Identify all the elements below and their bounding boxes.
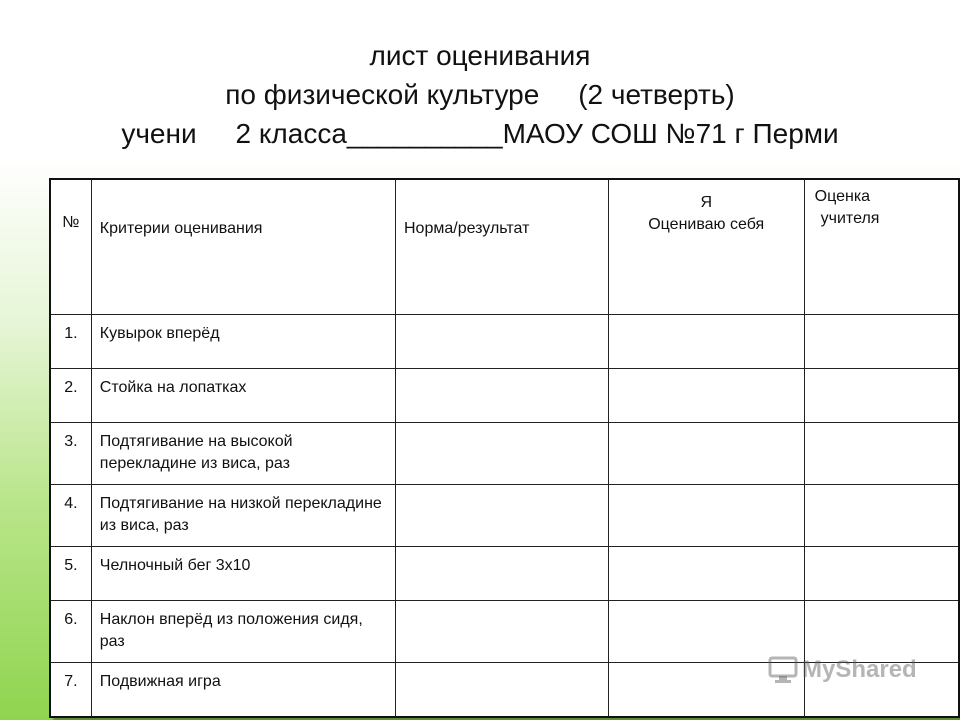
- table-row: [50, 369, 959, 423]
- self-cell[interactable]: [608, 547, 804, 601]
- row-num: 3.: [50, 423, 91, 485]
- header-teacher-grade: [804, 179, 959, 315]
- header-norm: Норма/результат: [396, 179, 609, 315]
- row-criteria: Кувырок вперёд: [91, 315, 395, 369]
- self-cell[interactable]: [608, 369, 804, 423]
- header-teacher-line-1: Оценка: [814, 188, 871, 205]
- teacher-cell[interactable]: [804, 369, 959, 423]
- title-line-1: лист оценивания: [369, 40, 591, 71]
- table-row: [50, 315, 959, 369]
- teacher-cell[interactable]: [804, 547, 959, 601]
- row-criteria: Подтягивание на высокой перекладине из виса, раз: [91, 423, 395, 485]
- row-num: 2.: [50, 369, 91, 423]
- header-criteria: Критерии оценивания: [91, 179, 395, 315]
- row-criteria: Наклон вперёд из положения сидя, раз: [91, 601, 395, 663]
- norm-cell[interactable]: [396, 369, 609, 423]
- monitor-icon: [768, 656, 798, 684]
- teacher-cell[interactable]: [804, 423, 959, 485]
- row-num: 5.: [50, 547, 91, 601]
- table-row: [50, 601, 959, 663]
- assessment-table: [49, 178, 960, 718]
- row-criteria: Стойка на лопатках: [91, 369, 395, 423]
- table-row: [50, 485, 959, 547]
- norm-cell[interactable]: [396, 601, 609, 663]
- row-num: 7.: [50, 663, 91, 717]
- self-cell[interactable]: [608, 423, 804, 485]
- header-self-line-1: Я: [700, 194, 712, 211]
- title-line-2: по физической культуре (2 четверть): [225, 79, 735, 110]
- watermark: [768, 656, 917, 684]
- sheet-title: [0, 36, 960, 153]
- row-criteria: Подвижная игра: [91, 663, 395, 717]
- norm-cell[interactable]: [396, 547, 609, 601]
- header-num: №: [50, 179, 91, 315]
- teacher-cell[interactable]: [804, 601, 959, 663]
- self-cell[interactable]: [608, 315, 804, 369]
- row-criteria: Челночный бег 3х10: [91, 547, 395, 601]
- watermark-text: MyShared: [802, 656, 917, 683]
- title-line-3: учени 2 класса__________МАОУ СОШ №71 г Перми: [121, 118, 839, 149]
- row-num: 4.: [50, 485, 91, 547]
- self-cell[interactable]: [608, 601, 804, 663]
- table-row: [50, 547, 959, 601]
- teacher-cell[interactable]: [804, 315, 959, 369]
- norm-cell[interactable]: [396, 485, 609, 547]
- header-self-assessment: [608, 179, 804, 315]
- row-num: 1.: [50, 315, 91, 369]
- assessment-table-container: [49, 178, 960, 718]
- row-criteria: Подтягивание на низкой перекладине из виса, раз: [91, 485, 395, 547]
- norm-cell[interactable]: [396, 663, 609, 717]
- norm-cell[interactable]: [396, 423, 609, 485]
- header-self-line-2: Оцениваю себя: [648, 216, 765, 233]
- norm-cell[interactable]: [396, 315, 609, 369]
- header-teacher-line-2: учителя: [820, 210, 880, 227]
- teacher-cell[interactable]: [804, 485, 959, 547]
- row-num: 6.: [50, 601, 91, 663]
- table-row: [50, 423, 959, 485]
- self-cell[interactable]: [608, 485, 804, 547]
- header-row: [50, 179, 959, 315]
